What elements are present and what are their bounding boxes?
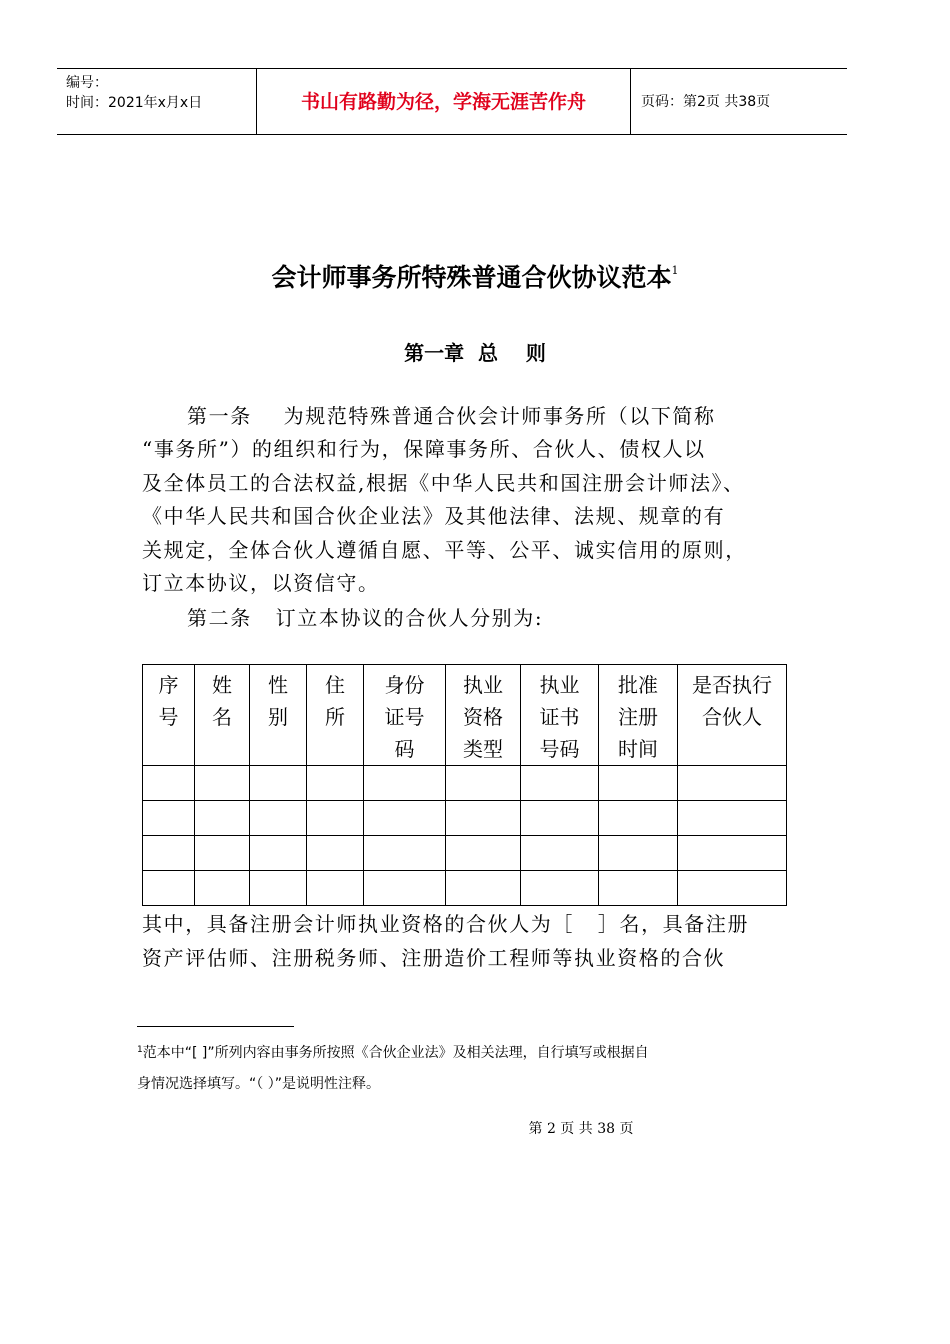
footnote-line-2: 身情况选择填写。“（ ）”是说明性注释。: [137, 1076, 380, 1092]
table-row: [143, 836, 787, 871]
table-header-cell: 性别: [250, 665, 307, 766]
title-text: 会计师事务所特殊普通合伙协议范本: [271, 263, 672, 292]
article-1-line: 《中华人民共和国合伙企业法》及其他法律、法规、规章的有: [142, 504, 726, 528]
article-1-line: 订立本协议，以资信守。: [142, 571, 380, 595]
article-2-text: 第二条 订立本协议的合伙人分别为:: [187, 606, 544, 630]
footnote-marker: 1: [137, 1045, 143, 1055]
table-header-cell: 姓名: [195, 665, 250, 766]
table-header-cell: 住所: [307, 665, 364, 766]
table-row: [143, 871, 787, 906]
paragraph-line: 资产评估师、注册税务师、注册造价工程师等执业资格的合伙: [142, 946, 726, 970]
header-meta: [57, 69, 257, 134]
table-header-cell: 序号: [143, 665, 195, 766]
page-header: [57, 68, 847, 135]
footnote-divider: [137, 1026, 294, 1027]
page-number-footer: 第 2 页 共 38 页: [528, 1121, 634, 1137]
partners-table: [142, 664, 787, 906]
chapter-heading: 第一章 总 则: [404, 341, 546, 365]
header-page-info: 页码：第2页 共38页: [641, 94, 771, 110]
footnote-line-1: $^1$范本中“[ ]”所列内容由事务所按照《合伙企业法》及相关法理，自行填写或根据自: [137, 1045, 649, 1061]
table-header-row: [143, 665, 787, 766]
table-row: [143, 801, 787, 836]
article-1-line: 关规定，全体合伙人遵循自愿、平等、公平、诚实信用的原则，: [142, 538, 747, 562]
title-footnote-marker: 1: [671, 264, 679, 277]
article-1-line: 第一条 为规范特殊普通合伙会计师事务所（以下简称: [187, 404, 716, 428]
document-title: [0, 258, 950, 294]
table-header-cell: 身份证号码: [364, 665, 446, 766]
table-header-cell: 是否执行合伙人: [678, 665, 787, 766]
number-label: 编号：: [66, 75, 108, 91]
article-1-line: “事务所”）的组织和行为，保障事务所、合伙人、债权人以: [142, 437, 706, 461]
header-motto: 书山有路勤为径，学海无涯苦作舟: [257, 69, 631, 134]
paragraph-line: 其中，具备注册会计师执业资格的合伙人为［ ］名，具备注册: [142, 912, 750, 936]
table-header-cell: 执业证书号码: [521, 665, 599, 766]
table-header-cell: 批准注册时间: [599, 665, 678, 766]
time-label: 时间：2021年x月x日: [66, 95, 203, 111]
table-header-cell: 执业资格类型: [446, 665, 521, 766]
table-row: [143, 766, 787, 801]
article-1-line: 及全体员工的合法权益,根据《中华人民共和国注册会计师法》、: [142, 471, 745, 495]
